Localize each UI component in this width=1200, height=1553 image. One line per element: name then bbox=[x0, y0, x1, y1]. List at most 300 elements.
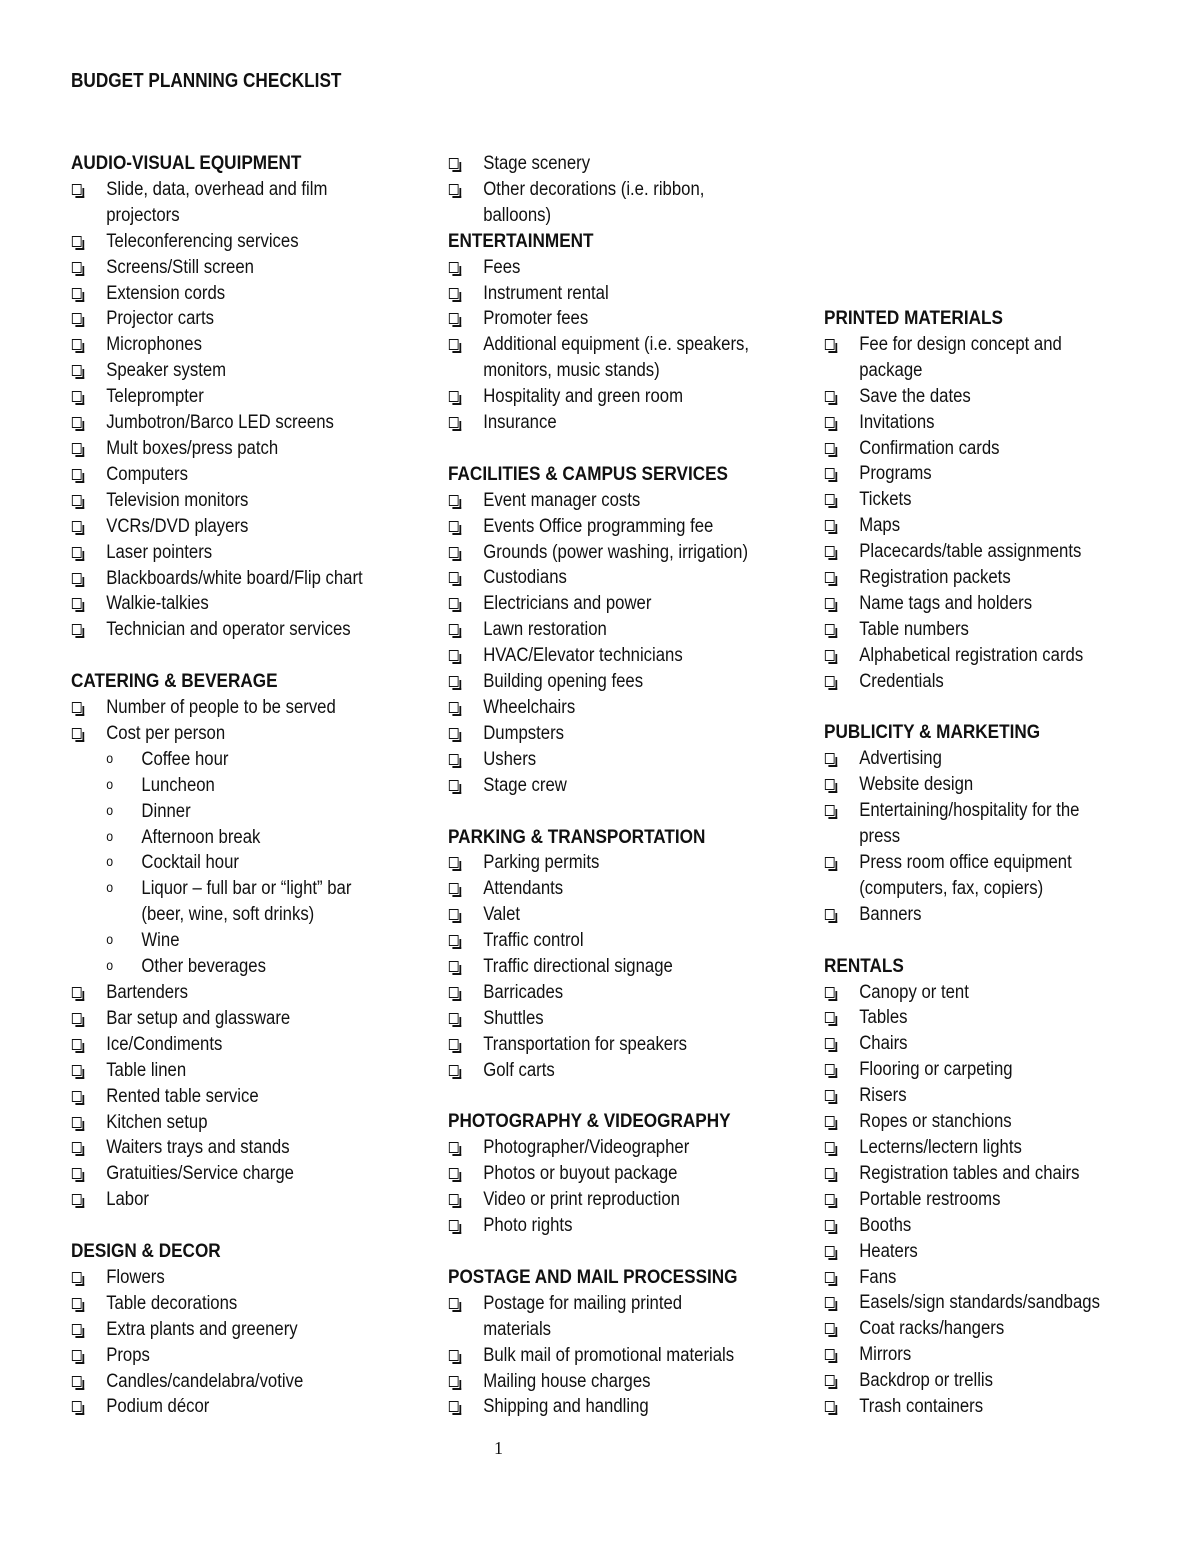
section-heading: PRINTED MATERIALS bbox=[824, 307, 1003, 329]
checklist-item[interactable] bbox=[824, 1239, 1123, 1265]
page-number: 1 bbox=[494, 1438, 503, 1458]
column-1 bbox=[71, 151, 411, 1420]
checkbox-icon[interactable] bbox=[72, 236, 82, 247]
checklist-item-label: Alphabetical registration cards bbox=[859, 644, 1084, 666]
sub-item-label: Wine bbox=[141, 930, 180, 952]
checklist-item[interactable] bbox=[448, 669, 747, 695]
section-heading: ENTERTAINMENT bbox=[448, 229, 594, 252]
checklist-item[interactable] bbox=[448, 565, 747, 591]
checkbox-icon[interactable] bbox=[72, 1350, 82, 1361]
checklist-item[interactable] bbox=[448, 1394, 747, 1420]
checklist-item[interactable] bbox=[448, 488, 747, 514]
checkbox-icon[interactable] bbox=[449, 1298, 459, 1309]
checkbox-icon[interactable] bbox=[825, 1168, 835, 1179]
checklist-item[interactable] bbox=[448, 306, 747, 332]
checklist-item[interactable] bbox=[71, 695, 370, 721]
checklist-item[interactable] bbox=[824, 565, 1123, 591]
checkbox-icon[interactable] bbox=[449, 857, 459, 868]
checkbox-icon[interactable] bbox=[449, 1013, 459, 1024]
checklist-item-label: Bartenders bbox=[106, 981, 188, 1003]
checklist-item-continuation: press bbox=[859, 826, 901, 848]
checklist-item-label: Ushers bbox=[483, 748, 537, 770]
checklist-item-label: Rented table service bbox=[106, 1085, 259, 1107]
checkbox-icon[interactable] bbox=[825, 650, 835, 661]
checklist-item[interactable] bbox=[824, 798, 1123, 824]
checklist-item[interactable] bbox=[71, 1084, 370, 1110]
checklist-item-label: Trash containers bbox=[859, 1396, 984, 1418]
checklist-item[interactable] bbox=[824, 1213, 1123, 1239]
checkbox-icon[interactable] bbox=[449, 521, 459, 532]
checkbox-icon[interactable] bbox=[449, 184, 459, 195]
checklist-item-label: Grounds (power washing, irrigation) bbox=[483, 541, 749, 563]
checkbox-icon[interactable] bbox=[449, 158, 459, 169]
checklist-item[interactable] bbox=[71, 1135, 370, 1161]
section-heading: CATERING & BEVERAGE bbox=[71, 670, 278, 693]
checkbox-icon[interactable] bbox=[825, 676, 835, 687]
checklist-item[interactable] bbox=[71, 358, 370, 384]
checkbox-icon[interactable] bbox=[72, 1117, 82, 1128]
checkbox-icon[interactable] bbox=[825, 779, 835, 790]
sub-item-label: Cocktail hour bbox=[141, 852, 239, 874]
checklist-item[interactable] bbox=[448, 410, 747, 436]
checklist-item[interactable] bbox=[71, 281, 370, 307]
checkbox-icon[interactable] bbox=[72, 573, 82, 584]
circle-bullet-icon: o bbox=[106, 853, 114, 870]
checklist-item[interactable] bbox=[71, 540, 370, 566]
checkbox-icon[interactable] bbox=[449, 728, 459, 739]
checkbox-icon[interactable] bbox=[825, 494, 835, 505]
checklist-item-label: Building opening fees bbox=[483, 671, 644, 693]
checklist-item[interactable] bbox=[448, 954, 747, 980]
checkbox-icon[interactable] bbox=[72, 1091, 82, 1102]
checkbox-icon[interactable] bbox=[825, 391, 835, 402]
checklist-item[interactable] bbox=[448, 1058, 747, 1084]
checkbox-icon[interactable] bbox=[72, 1324, 82, 1335]
checklist-item-label: Mailing house charges bbox=[483, 1370, 651, 1392]
checklist-item[interactable] bbox=[824, 617, 1123, 643]
checklist-item[interactable] bbox=[71, 617, 370, 643]
sub-item-label: Afternoon break bbox=[141, 826, 261, 848]
section-heading: DESIGN & DECOR bbox=[71, 1240, 221, 1263]
checklist-item[interactable] bbox=[448, 514, 747, 540]
checklist-item[interactable] bbox=[448, 1343, 747, 1369]
section-heading: RENTALS bbox=[824, 954, 904, 977]
checklist-item[interactable] bbox=[71, 1394, 370, 1420]
checkbox-icon[interactable] bbox=[72, 288, 82, 299]
checklist-item[interactable] bbox=[824, 539, 1123, 565]
checkbox-icon[interactable] bbox=[72, 417, 82, 428]
checkbox-icon[interactable] bbox=[825, 546, 835, 557]
checkbox-icon[interactable] bbox=[72, 391, 82, 402]
checkbox-icon[interactable] bbox=[72, 262, 82, 273]
checkbox-icon[interactable] bbox=[449, 702, 459, 713]
checklist-item[interactable] bbox=[71, 591, 370, 617]
section-gap bbox=[448, 799, 788, 825]
checklist-item[interactable] bbox=[824, 1031, 1123, 1057]
checkbox-icon[interactable] bbox=[449, 313, 459, 324]
sub-item bbox=[71, 876, 370, 902]
checklist-item-label: Heaters bbox=[859, 1240, 918, 1262]
checklist-item-label: Mirrors bbox=[859, 1344, 912, 1366]
checkbox-icon[interactable] bbox=[72, 1376, 82, 1387]
checklist-item-label: Table linen bbox=[106, 1059, 187, 1081]
checkbox-icon[interactable] bbox=[449, 495, 459, 506]
checkbox-icon[interactable] bbox=[449, 1350, 459, 1361]
checkbox-icon[interactable] bbox=[825, 1012, 835, 1023]
checkbox-icon[interactable] bbox=[72, 339, 82, 350]
checklist-item[interactable] bbox=[71, 229, 370, 255]
checklist-item-label: Technician and operator services bbox=[106, 619, 351, 641]
checklist-item[interactable] bbox=[824, 669, 1123, 695]
checklist-item-continuation: projectors bbox=[106, 204, 180, 226]
checklist-item-label: Registration packets bbox=[859, 567, 1011, 589]
checkbox-icon[interactable] bbox=[72, 1272, 82, 1283]
checkbox-icon[interactable] bbox=[449, 676, 459, 687]
checkbox-icon[interactable] bbox=[449, 339, 459, 350]
checkbox-icon[interactable] bbox=[825, 1349, 835, 1360]
checkbox-icon[interactable] bbox=[825, 417, 835, 428]
checklist-item-label: Transportation for speakers bbox=[483, 1033, 688, 1055]
checkbox-icon[interactable] bbox=[72, 1168, 82, 1179]
checklist-item[interactable] bbox=[71, 1317, 370, 1343]
checklist-item[interactable] bbox=[824, 436, 1123, 462]
checkbox-icon[interactable] bbox=[825, 1038, 835, 1049]
checklist-item-label: Press room office equipment bbox=[859, 852, 1072, 874]
checkbox-icon[interactable] bbox=[825, 572, 835, 583]
checkbox-icon[interactable] bbox=[449, 417, 459, 428]
checkbox-icon[interactable] bbox=[449, 1039, 459, 1050]
checkbox-icon[interactable] bbox=[449, 1220, 459, 1231]
checkbox-icon[interactable] bbox=[825, 339, 835, 350]
checkbox-icon[interactable] bbox=[72, 1194, 82, 1205]
checklist-item[interactable] bbox=[448, 540, 747, 566]
checkbox-icon[interactable] bbox=[449, 391, 459, 402]
checklist-item-label: Coat racks/hangers bbox=[859, 1318, 1005, 1340]
checklist-item[interactable] bbox=[71, 1110, 370, 1136]
checklist-item-label: Kitchen setup bbox=[106, 1111, 208, 1133]
checkbox-icon[interactable] bbox=[449, 1142, 459, 1153]
checklist-item[interactable] bbox=[448, 928, 747, 954]
checkbox-icon[interactable] bbox=[449, 754, 459, 765]
checklist-item-label: Stage scenery bbox=[483, 153, 591, 174]
checkbox-icon[interactable] bbox=[825, 1064, 835, 1075]
checkbox-icon[interactable] bbox=[449, 288, 459, 299]
checklist-item[interactable] bbox=[448, 876, 747, 902]
checkbox-icon[interactable] bbox=[825, 1375, 835, 1386]
checklist-item-label: Traffic control bbox=[483, 930, 584, 952]
checkbox-icon[interactable] bbox=[72, 624, 82, 635]
checkbox-icon[interactable] bbox=[825, 1246, 835, 1257]
checklist-item[interactable] bbox=[448, 591, 747, 617]
checklist-item-label: Registration tables and chairs bbox=[859, 1162, 1080, 1184]
checklist-item-label: Backdrop or trellis bbox=[859, 1370, 994, 1392]
checklist-item[interactable] bbox=[448, 773, 747, 799]
sub-item-continuation: (beer, wine, soft drinks) bbox=[141, 904, 315, 926]
checkbox-icon[interactable] bbox=[825, 1142, 835, 1153]
checklist-item[interactable] bbox=[448, 643, 747, 669]
checklist-item-label: Risers bbox=[859, 1085, 907, 1107]
checklist-item-label: Barricades bbox=[483, 981, 564, 1003]
checklist-item-label: Invitations bbox=[859, 411, 935, 433]
checkbox-icon[interactable] bbox=[449, 572, 459, 583]
checkbox-icon[interactable] bbox=[825, 1272, 835, 1283]
checklist-item-label: Valet bbox=[483, 904, 521, 926]
checklist-item-label: Extension cords bbox=[106, 282, 226, 304]
checkbox-icon[interactable] bbox=[72, 1065, 82, 1076]
checklist-item-label: Labor bbox=[106, 1189, 149, 1211]
checklist-item[interactable] bbox=[824, 902, 1123, 928]
checklist-item[interactable] bbox=[71, 1032, 370, 1058]
checklist-item[interactable] bbox=[448, 384, 747, 410]
checklist-item[interactable] bbox=[71, 1187, 370, 1213]
checklist-item[interactable] bbox=[824, 513, 1123, 539]
checklist-item[interactable] bbox=[71, 332, 370, 358]
checklist-item[interactable] bbox=[824, 772, 1123, 798]
checklist-item[interactable] bbox=[824, 461, 1123, 487]
checklist-item[interactable] bbox=[824, 384, 1123, 410]
checkbox-icon[interactable] bbox=[72, 469, 82, 480]
checklist-item[interactable] bbox=[448, 1187, 747, 1213]
checkbox-icon[interactable] bbox=[449, 909, 459, 920]
checklist-item[interactable] bbox=[824, 1368, 1123, 1394]
checklist-item[interactable] bbox=[448, 1006, 747, 1032]
checklist-item[interactable] bbox=[448, 721, 747, 747]
checklist-item[interactable] bbox=[448, 177, 747, 203]
checkbox-icon[interactable] bbox=[449, 624, 459, 635]
checklist-item[interactable] bbox=[448, 902, 747, 928]
checkbox-icon[interactable] bbox=[72, 365, 82, 376]
checklist-item[interactable] bbox=[824, 1290, 1123, 1316]
checklist-item-label: Instrument rental bbox=[483, 282, 609, 304]
checklist-item[interactable] bbox=[71, 410, 370, 436]
checklist-item[interactable] bbox=[448, 1135, 747, 1161]
checkbox-icon[interactable] bbox=[72, 313, 82, 324]
checkbox-icon[interactable] bbox=[825, 624, 835, 635]
checklist-item[interactable] bbox=[71, 1006, 370, 1032]
checklist-item[interactable] bbox=[71, 721, 370, 747]
checklist-item[interactable] bbox=[824, 487, 1123, 513]
checkbox-icon[interactable] bbox=[449, 935, 459, 946]
checklist-item[interactable] bbox=[824, 1005, 1123, 1031]
checklist-item[interactable] bbox=[448, 1213, 747, 1239]
checklist-item[interactable] bbox=[824, 1265, 1123, 1291]
checklist-item-label: Speaker system bbox=[106, 360, 227, 382]
checkbox-icon[interactable] bbox=[825, 987, 835, 998]
checklist-item-label: Advertising bbox=[859, 748, 942, 770]
checklist-item[interactable] bbox=[824, 850, 1123, 876]
checkbox-icon[interactable] bbox=[449, 780, 459, 791]
checkbox-icon[interactable] bbox=[825, 805, 835, 816]
checkbox-icon[interactable] bbox=[72, 184, 82, 195]
checkbox-icon[interactable] bbox=[449, 1376, 459, 1387]
checklist-item[interactable] bbox=[824, 1135, 1123, 1161]
checklist-item-label: Table numbers bbox=[859, 618, 969, 640]
checklist-item[interactable] bbox=[824, 1161, 1123, 1187]
checklist-item[interactable] bbox=[71, 980, 370, 1006]
checkbox-icon[interactable] bbox=[825, 857, 835, 868]
checklist-item-label: Save the dates bbox=[859, 385, 971, 407]
checklist-item-label: Events Office programming fee bbox=[483, 515, 714, 537]
checklist-item[interactable] bbox=[71, 1343, 370, 1369]
checkbox-icon[interactable] bbox=[72, 1039, 82, 1050]
circle-bullet-icon: o bbox=[106, 931, 114, 948]
checklist-item[interactable] bbox=[824, 591, 1123, 617]
checklist-item-continuation: materials bbox=[483, 1318, 552, 1340]
checkbox-icon[interactable] bbox=[825, 443, 835, 454]
checklist-item-continuation: (computers, fax, copiers) bbox=[859, 877, 1044, 899]
checkbox-icon[interactable] bbox=[72, 702, 82, 713]
checklist-item[interactable] bbox=[71, 1291, 370, 1317]
checklist-item[interactable] bbox=[824, 980, 1123, 1006]
checklist-item-label: Event manager costs bbox=[483, 489, 641, 511]
checkbox-icon[interactable] bbox=[449, 987, 459, 998]
checklist-item[interactable] bbox=[824, 1187, 1123, 1213]
checkbox-icon[interactable] bbox=[72, 1142, 82, 1153]
checkbox-icon[interactable] bbox=[72, 1013, 82, 1024]
checklist-item-label: Teleprompter bbox=[106, 386, 204, 408]
checklist-item[interactable] bbox=[71, 436, 370, 462]
checklist-item[interactable] bbox=[824, 410, 1123, 436]
checkbox-icon[interactable] bbox=[449, 883, 459, 894]
checklist-item[interactable] bbox=[824, 1342, 1123, 1368]
checklist-item-label: Maps bbox=[859, 515, 901, 537]
checklist-item[interactable] bbox=[71, 1265, 370, 1291]
checklist-item[interactable] bbox=[448, 255, 747, 281]
section-gap bbox=[71, 643, 411, 669]
checkbox-icon[interactable] bbox=[825, 1401, 835, 1412]
checklist-item[interactable] bbox=[824, 746, 1123, 772]
checkbox-icon[interactable] bbox=[825, 909, 835, 920]
checklist-item-label: Television monitors bbox=[106, 489, 249, 511]
checklist-item[interactable] bbox=[824, 1109, 1123, 1135]
checklist-item-label: Slide, data, overhead and film bbox=[106, 178, 328, 200]
checklist-item[interactable] bbox=[71, 462, 370, 488]
checklist-item-label: Flowers bbox=[106, 1266, 165, 1288]
checklist-item[interactable] bbox=[824, 1057, 1123, 1083]
section-heading: PUBLICITY & MARKETING bbox=[824, 721, 1041, 744]
checkbox-icon[interactable] bbox=[825, 1220, 835, 1231]
checklist-item-label: Video or print reproduction bbox=[483, 1189, 680, 1211]
checkbox-icon[interactable] bbox=[449, 262, 459, 273]
checkbox-icon[interactable] bbox=[825, 598, 835, 609]
checklist-item[interactable] bbox=[448, 281, 747, 307]
checkbox-icon[interactable] bbox=[72, 495, 82, 506]
checklist-item-label: Microphones bbox=[106, 334, 202, 356]
checklist-item-label: Shipping and handling bbox=[483, 1396, 649, 1418]
section-gap bbox=[824, 928, 1164, 954]
checkbox-icon[interactable] bbox=[449, 1194, 459, 1205]
checkbox-icon[interactable] bbox=[72, 1401, 82, 1412]
checkbox-icon[interactable] bbox=[72, 547, 82, 558]
checklist-item-label: Name tags and holders bbox=[859, 592, 1033, 614]
checkbox-icon[interactable] bbox=[72, 521, 82, 532]
sub-item bbox=[71, 773, 370, 799]
circle-bullet-icon: o bbox=[106, 801, 114, 818]
checklist-item-label: Booths bbox=[859, 1214, 912, 1236]
checklist-item-label: Fees bbox=[483, 256, 521, 278]
checkbox-icon[interactable] bbox=[449, 961, 459, 972]
checklist-item[interactable] bbox=[448, 617, 747, 643]
checkbox-icon[interactable] bbox=[825, 753, 835, 764]
checkbox-icon[interactable] bbox=[72, 598, 82, 609]
checklist-item-continuation: monitors, music stands) bbox=[483, 360, 660, 382]
checklist-item-label: Photo rights bbox=[483, 1215, 573, 1237]
checklist-item[interactable] bbox=[448, 850, 747, 876]
checklist-item-label: Mult boxes/press patch bbox=[106, 437, 279, 459]
checkbox-icon[interactable] bbox=[449, 1065, 459, 1076]
checkbox-icon[interactable] bbox=[825, 1116, 835, 1127]
checkbox-icon[interactable] bbox=[449, 1168, 459, 1179]
checklist-item[interactable] bbox=[448, 1161, 747, 1187]
checklist-item-label: Podium décor bbox=[106, 1396, 210, 1418]
checklist-item[interactable] bbox=[71, 1161, 370, 1187]
checkbox-icon[interactable] bbox=[825, 520, 835, 531]
checkbox-icon[interactable] bbox=[449, 547, 459, 558]
checklist-item[interactable] bbox=[448, 332, 750, 358]
checklist-item[interactable] bbox=[448, 1032, 747, 1058]
checklist-item[interactable] bbox=[448, 980, 747, 1006]
checkbox-icon[interactable] bbox=[449, 598, 459, 609]
section-gap bbox=[71, 1213, 411, 1239]
checklist-item[interactable] bbox=[448, 151, 747, 177]
checklist-item-label: Extra plants and greenery bbox=[106, 1318, 298, 1340]
checklist-item[interactable] bbox=[448, 747, 747, 773]
checklist-item-label: Computers bbox=[106, 463, 188, 485]
checklist-item-label: Traffic directional signage bbox=[483, 956, 673, 978]
column-spacer bbox=[824, 151, 1164, 306]
checklist-item[interactable] bbox=[71, 1058, 370, 1084]
checklist-item[interactable] bbox=[824, 1394, 1123, 1420]
checklist-item[interactable] bbox=[71, 1369, 370, 1395]
checklist-item[interactable] bbox=[71, 488, 370, 514]
checklist-item[interactable] bbox=[71, 177, 370, 203]
checklist-item[interactable] bbox=[71, 514, 370, 540]
checklist-item[interactable] bbox=[71, 566, 370, 592]
checklist-item[interactable] bbox=[448, 1369, 747, 1395]
checkbox-icon[interactable] bbox=[449, 1401, 459, 1412]
checklist-item-label: Portable restrooms bbox=[859, 1188, 1001, 1210]
checklist-item[interactable] bbox=[824, 1083, 1123, 1109]
checklist-item[interactable] bbox=[824, 1316, 1123, 1342]
checklist-item[interactable] bbox=[71, 384, 370, 410]
checklist-item[interactable] bbox=[448, 1291, 747, 1317]
checklist-item[interactable] bbox=[448, 695, 747, 721]
checklist-item[interactable] bbox=[824, 332, 1123, 358]
checkbox-icon[interactable] bbox=[825, 468, 835, 479]
checkbox-icon[interactable] bbox=[72, 443, 82, 454]
checkbox-icon[interactable] bbox=[72, 987, 82, 998]
checklist-item-label: Credentials bbox=[859, 670, 944, 692]
checklist-item-label: Additional equipment (i.e. speakers, bbox=[483, 334, 750, 356]
checkbox-icon[interactable] bbox=[72, 1298, 82, 1309]
checkbox-icon[interactable] bbox=[825, 1297, 835, 1308]
circle-bullet-icon: o bbox=[106, 827, 114, 844]
checklist-item-label: VCRs/DVD players bbox=[106, 515, 249, 537]
checkbox-icon[interactable] bbox=[825, 1323, 835, 1334]
checklist-item[interactable] bbox=[71, 255, 370, 281]
checkbox-icon[interactable] bbox=[449, 650, 459, 661]
checkbox-icon[interactable] bbox=[72, 728, 82, 739]
checklist-item-continuation: balloons) bbox=[483, 204, 552, 226]
checklist-item[interactable] bbox=[824, 643, 1123, 669]
checklist-item-label: Easels/sign standards/sandbags bbox=[859, 1292, 1100, 1314]
checkbox-icon[interactable] bbox=[825, 1194, 835, 1205]
section-gap bbox=[448, 1084, 788, 1110]
checkbox-icon[interactable] bbox=[825, 1090, 835, 1101]
checklist-item-label: Jumbotron/Barco LED screens bbox=[106, 412, 334, 434]
checklist-item-label: Parking permits bbox=[483, 852, 600, 874]
checklist-item[interactable] bbox=[71, 306, 370, 332]
